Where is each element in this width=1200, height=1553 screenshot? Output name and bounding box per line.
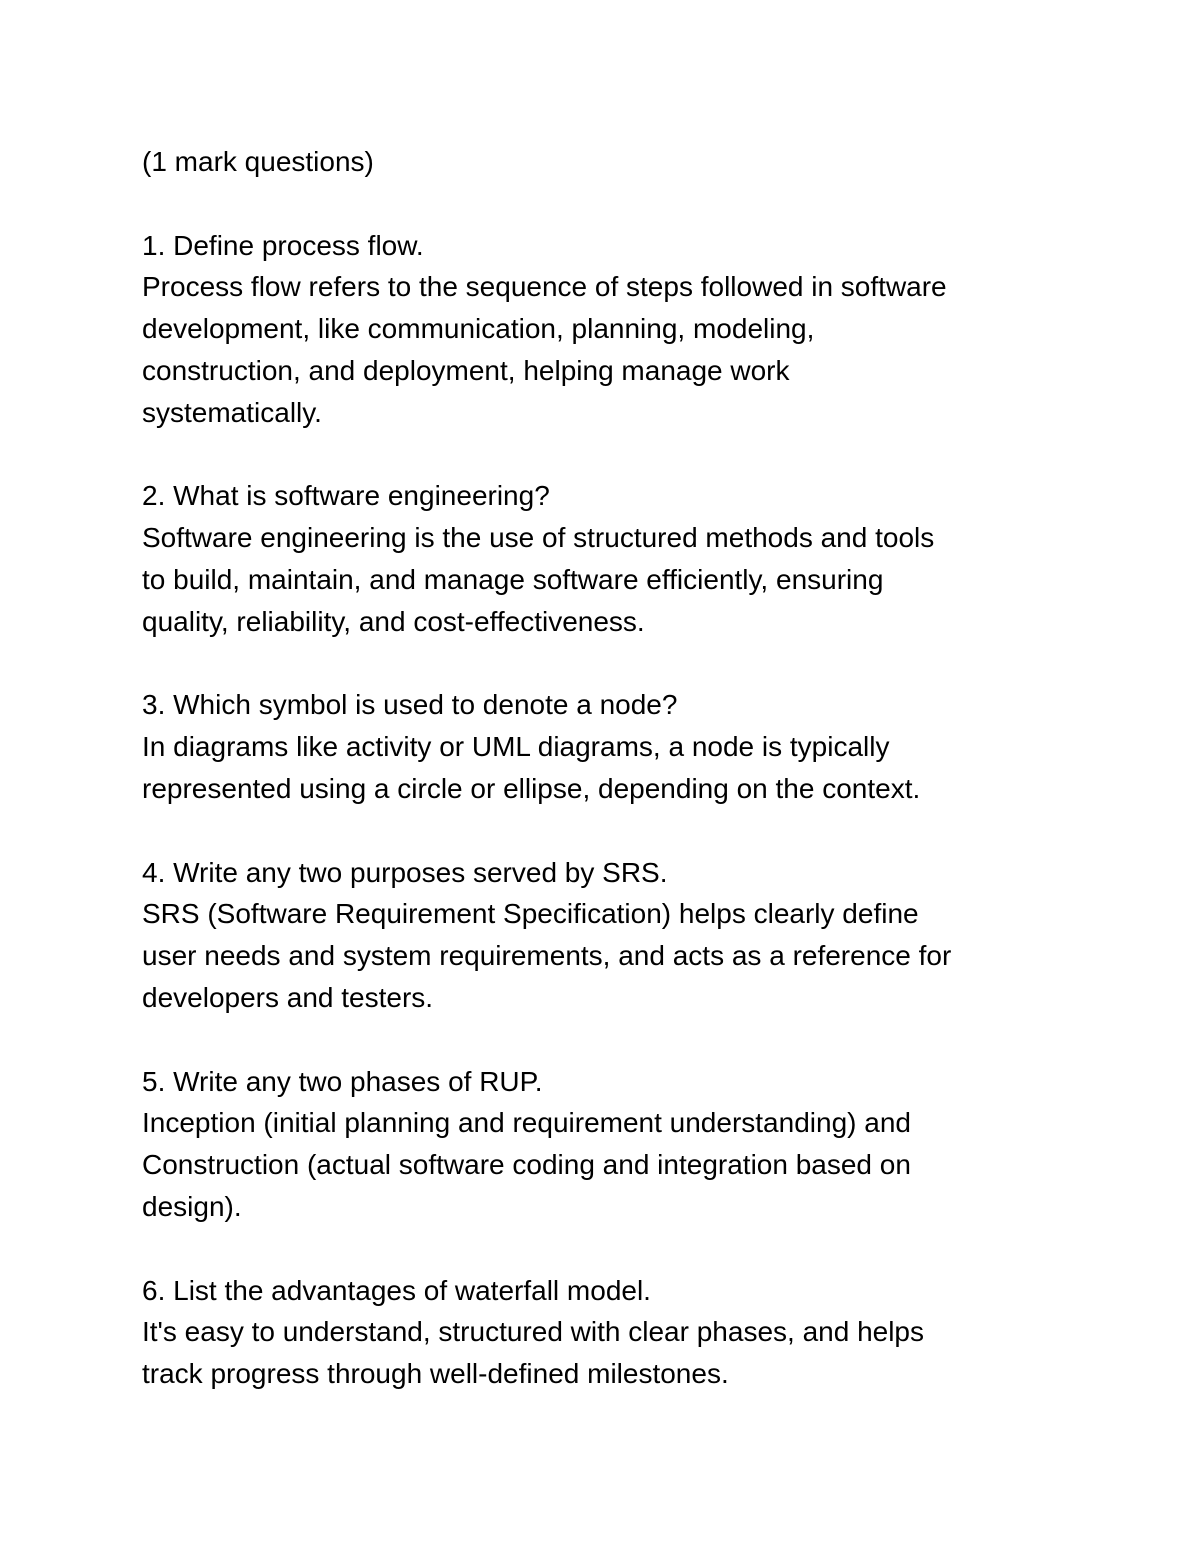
question-1: 1. Define process flow. bbox=[142, 229, 424, 261]
answer-5-line-3: design). bbox=[142, 1190, 242, 1222]
document-body bbox=[142, 141, 1062, 1395]
question-6: 6. List the advantages of waterfall model. bbox=[142, 1274, 651, 1306]
answer-2-line-3: quality, reliability, and cost-effectiveness. bbox=[142, 605, 645, 637]
question-5: 5. Write any two phases of RUP. bbox=[142, 1065, 543, 1097]
answer-2-line-1: Software engineering is the use of structured methods and tools bbox=[142, 522, 935, 554]
answer-5-line-1: Inception (initial planning and requirement understanding) and bbox=[142, 1107, 911, 1139]
qa-item-2 bbox=[142, 475, 1062, 642]
section-heading: (1 mark questions) bbox=[142, 146, 374, 177]
answer-4-line-2: user needs and system requirements, and acts as a reference for bbox=[142, 940, 952, 972]
qa-item-6 bbox=[142, 1270, 1062, 1395]
qa-item-3 bbox=[142, 684, 1062, 809]
answer-3-line-1: In diagrams like activity or UML diagrams, a node is typically bbox=[142, 731, 890, 763]
answer-1-line-3: construction, and deployment, helping manage work bbox=[142, 354, 790, 386]
qa-item-5 bbox=[142, 1061, 1062, 1228]
qa-item-4 bbox=[142, 852, 1062, 1019]
answer-4-line-3: developers and testers. bbox=[142, 981, 434, 1013]
qa-item-1 bbox=[142, 225, 1062, 434]
answer-6-line-1: It's easy to understand, structured with clear phases, and helps bbox=[142, 1316, 925, 1348]
question-2: 2. What is software engineering? bbox=[142, 480, 550, 512]
answer-1-line-4: systematically. bbox=[142, 396, 322, 428]
question-3: 3. Which symbol is used to denote a node? bbox=[142, 689, 678, 721]
answer-1-line-2: development, like communication, planning, modeling, bbox=[142, 313, 815, 345]
answer-3-line-2: represented using a circle or ellipse, depending on the context. bbox=[142, 772, 921, 804]
answer-4-line-1: SRS (Software Requirement Specification) helps clearly define bbox=[142, 898, 919, 930]
answer-1-line-1: Process flow refers to the sequence of steps followed in software bbox=[142, 271, 947, 303]
answer-2-line-2: to build, maintain, and manage software efficiently, ensuring bbox=[142, 563, 884, 595]
answer-6-line-2: track progress through well-defined milestones. bbox=[142, 1358, 729, 1390]
question-4: 4. Write any two purposes served by SRS. bbox=[142, 856, 668, 888]
answer-5-line-2: Construction (actual software coding and integration based on bbox=[142, 1149, 911, 1181]
